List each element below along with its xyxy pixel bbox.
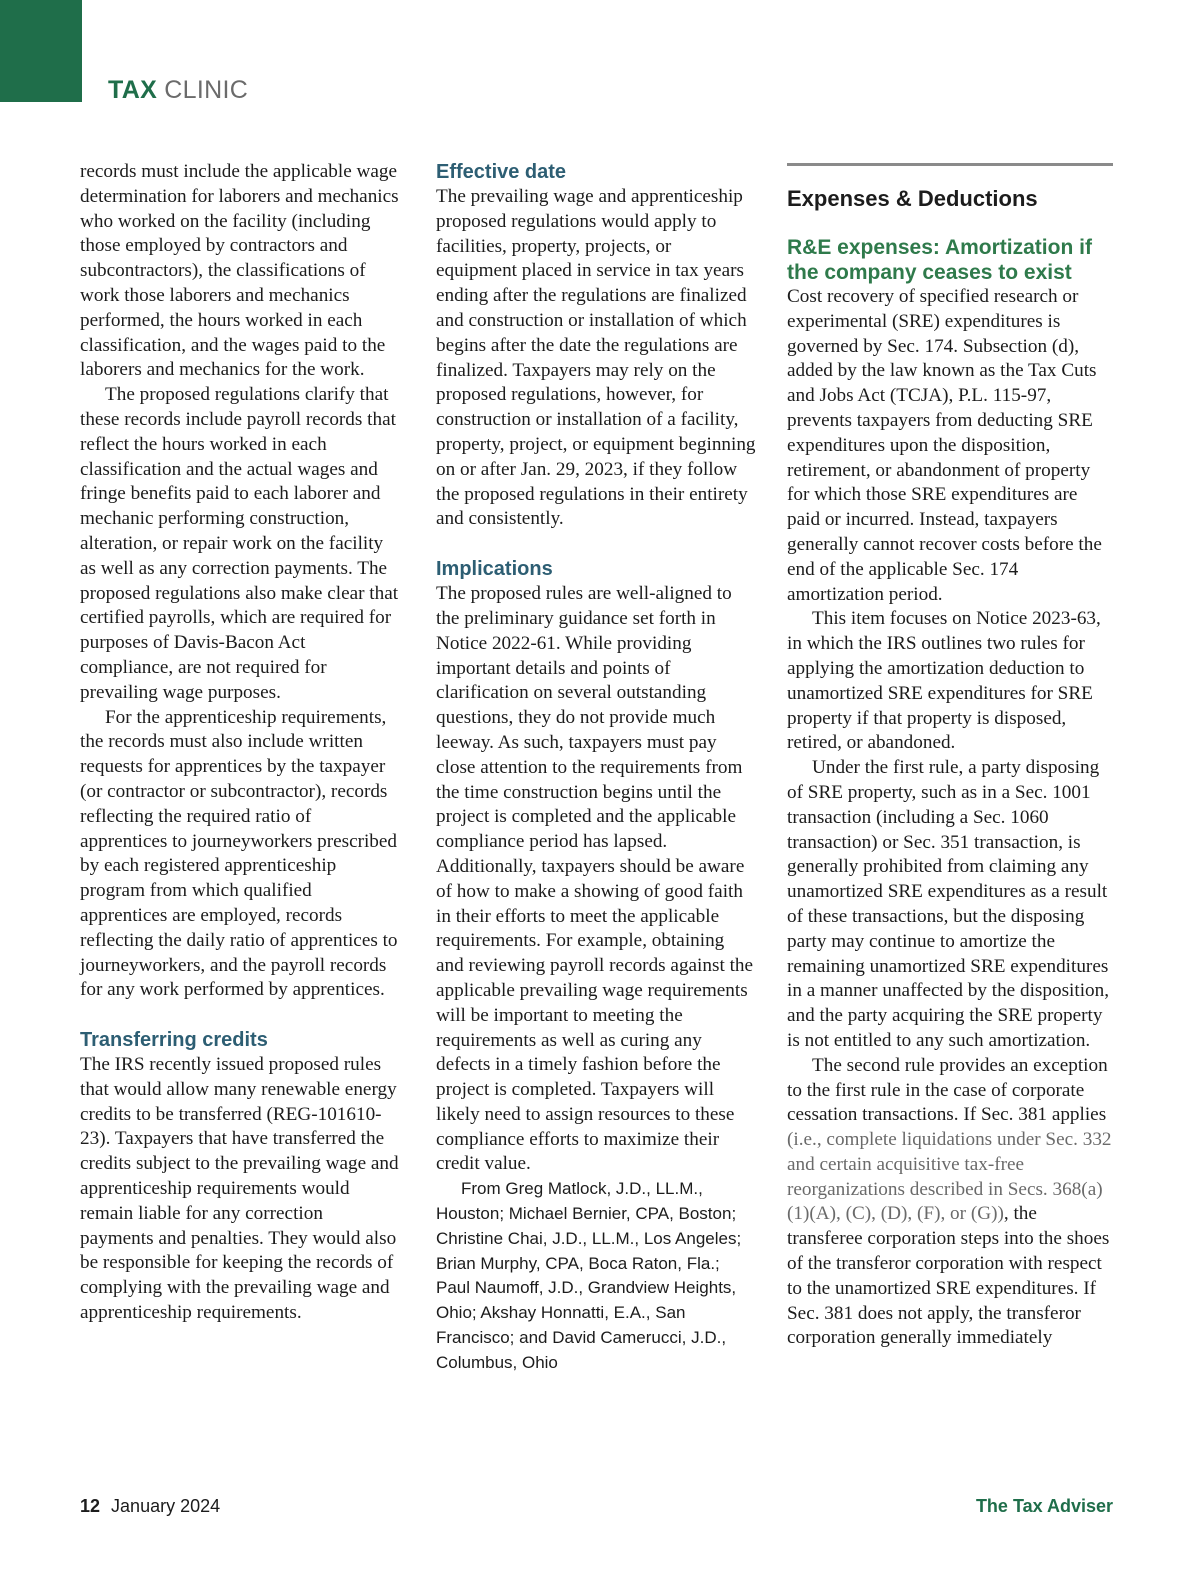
heading-implications: Implications [436, 558, 553, 581]
section-label-light: CLINIC [164, 76, 249, 104]
author-credits-rest: Houston; Michael Bernier, CPA, Boston; Christine Chai, J.D., LL.M., Los Angeles; Brian Murphy, CPA, Boca Raton, Fla.; Paul Naumoff, J.D., Grandview Heights, Ohio; Akshay Honnatti, E.A., San Francisco; and David Camerucci, J.D., Columbus, Ohio [436, 1204, 742, 1372]
paragraph: Under the first rule, a party disposing of SRE property, such as in a Sec. 1001 transaction (including a Sec. 1060 transaction) or Sec. 351 transaction, is generally prohibited from claiming any unamortized SRE expenditures as a result of these transactions, but the disposing party may continue to amortize the remaining unamortized SRE expenditures in a manner unaffected by the disposition, and the party acquiring the SRE property is not entitled to any such amortization. [787, 757, 1110, 1051]
issue-date: January 2024 [111, 1496, 221, 1516]
paragraph: This item focuses on Notice 2023-63, in which the IRS outlines two rules for applying the amortization deduction to unamortized SRE expenditures for SRE property if that property is disposed, retired, or abandoned. [787, 608, 1101, 754]
footer-page-info [80, 1495, 220, 1517]
author-credits [436, 1177, 756, 1375]
paragraph-text: The second rule provides an exception to the first rule in the case of corporate cessation transactions. If Sec. 381 applies [787, 1054, 1108, 1126]
paragraph [787, 1054, 1113, 1352]
header-color-block [0, 0, 82, 102]
heading-effective-date: Effective date [436, 161, 567, 183]
paragraph: The proposed rules are well-aligned to the preliminary guidance set forth in Notice 2022-61. While providing important details and points of clarification on several outstanding questions, they do not provide much leeway. As such, taxpayers must pay close attention to the requirements from the time construction begins until the project is completed and the applicable compliance period has lapsed. Additionally, taxpayers should be aware of how to make a showing of good faith in their efforts to meet the applicable requirements. For example, obtaining and reviewing payroll records against the applicable prevailing wage requirements will be important to meeting the requirements as well as curing any defects in a timely fashion before the project is completed. Taxpayers will likely need to assign resources to these compliance efforts to maximize their credit value. [436, 583, 754, 1175]
section-heading-expenses: Expenses & Deductions [787, 186, 1038, 211]
column-middle [436, 160, 756, 1376]
page-number: 12 [80, 1496, 101, 1516]
paragraph: The IRS recently issued proposed rules that would allow many renewable energy credits to be transferred (REG-101610-23). Taxpayers that have transferred the credits subject to the prevailing wage and apprenticeship requirements would remain liable for any correction payments and penalties. They would also be responsible for keeping the records of complying with the prevailing wage and apprenticeship requirements. [80, 1054, 399, 1324]
section-label [108, 74, 248, 106]
parenthetical-text: (i.e., complete liquidations under Sec. 332 and certain acquisitive tax-free reorganizations described in Secs. 368(a)(1)(A), (C), (D), (F), or (G)) [787, 1129, 1112, 1225]
column-left [80, 160, 400, 1326]
column-right [787, 160, 1113, 1351]
article-subheading: R&E expenses: Amortization if the company ceases to exist [787, 236, 1092, 284]
section-divider [787, 163, 1113, 166]
paragraph: For the apprenticeship requirements, the records must also include written requests for apprentices by the taxpayer (or contractor or subcontractor), records reflecting the required ratio of apprentices to journeyworkers prescribed by each registered apprenticeship program from which qualified apprentices are employed, records reflecting the daily ratio of apprentices to journeyworkers, and the payroll records for any work performed by apprentices. [80, 706, 398, 1001]
paragraph: The proposed regulations clarify that these records include payroll records that reflect the hours worked in each classification and the actual wages and fringe benefits paid to each laborer and mechanic performing construction, alteration, or repair work on the facility as well as any correction payments. The proposed regulations also make clear that certified payrolls, which are required for purposes of Davis-Bacon Act compliance, are not required for prevailing wage purposes. [80, 384, 399, 703]
paragraph: Cost recovery of specified research or experimental (SRE) expenditures is governed by Sec. 174. Subsection (d), added by the law known as the Tax Cuts and Jobs Act (TCJA), P.L. 115-97, prevents taxpayers from deducting SRE expenditures upon the disposition, retirement, or abandonment of property for which those SRE expenditures are paid or incurred. Instead, taxpayers generally cannot recover costs before the end of the applicable Sec. 174 amortization period. [787, 286, 1102, 605]
heading-transferring-credits: Transferring credits [80, 1029, 268, 1052]
paragraph: The prevailing wage and apprenticeship proposed regulations would apply to facilities, property, projects, or equipment placed in service in tax years ending after the regulations are finalized and construction or installation of which begins after the date the regulations are finalized. Taxpayers may rely on the proposed regulations, however, for construction or installation of a facility, property, project, or equipment beginning on or after Jan. 29, 2023, if they follow the proposed regulations in their entirety and consistently. [436, 186, 756, 530]
author-credits-line-1: From Greg Matlock, J.D., LL.M., [461, 1179, 703, 1199]
publication-name: The Tax Adviser [975, 1496, 1113, 1516]
paragraph-text: , the transferee corporation steps into the shoes of the transferor corporation with respect to the unamortized SRE expenditures. If Sec. 381 does not apply, the transferor corporation generally immediately [787, 1203, 1110, 1349]
paragraph: records must include the applicable wage determination for laborers and mechanics who worked on the facility (including those employed by contractors and subcontractors), the classifications of work those laborers and mechanics performed, the hours worked in each classification, and the wages paid to the laborers and mechanics for the work. [80, 161, 399, 381]
section-label-bold: TAX [108, 76, 158, 104]
